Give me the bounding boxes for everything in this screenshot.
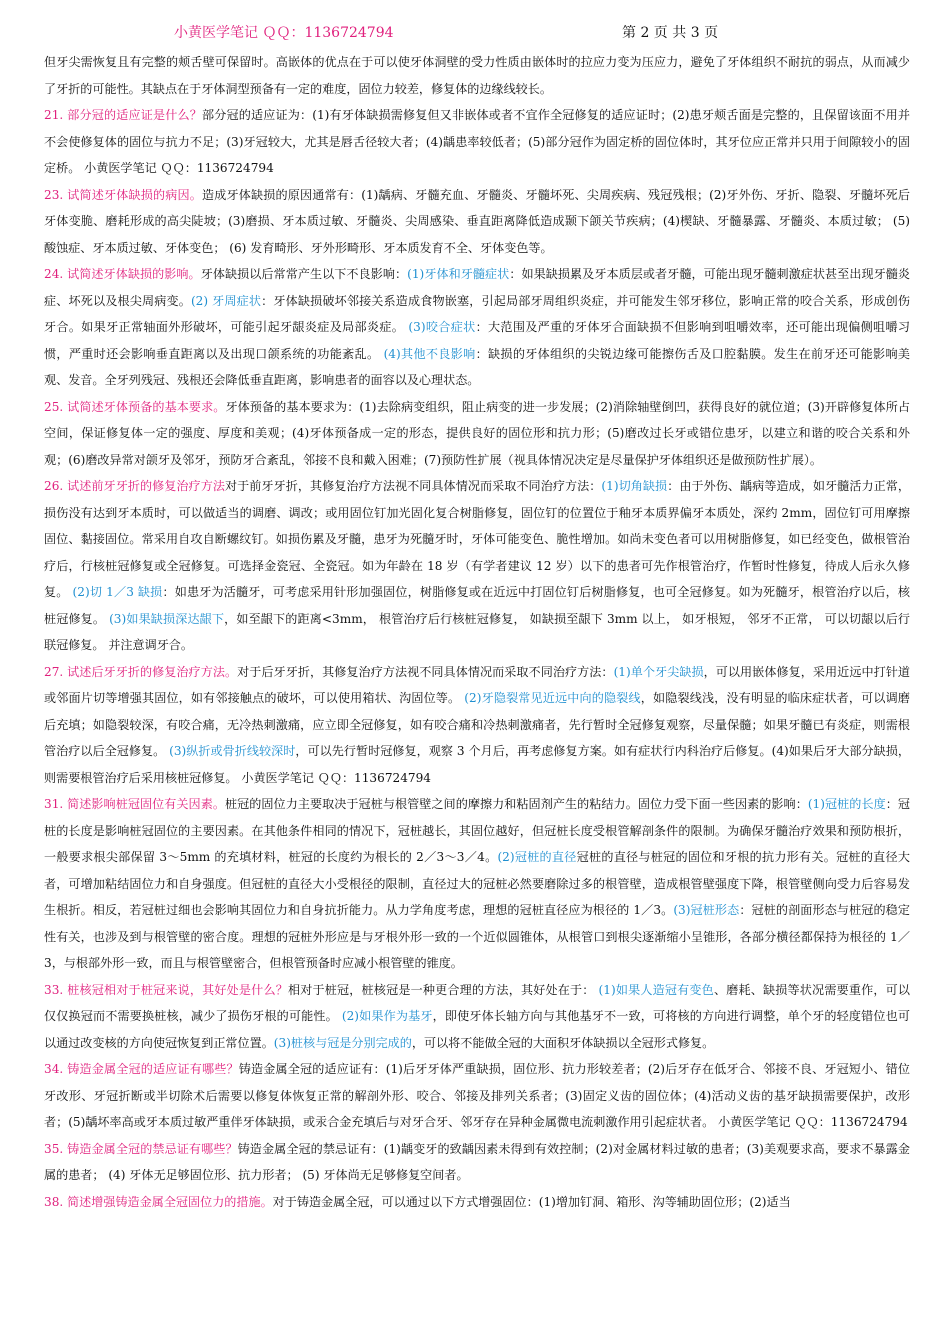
paragraph-text: 小黄医学笔记 ＱＱ：1136724794 bbox=[718, 1115, 908, 1129]
paragraph-text: 铸造金属全冠的禁忌证有：(1)龋变牙的致龋因素未得到有效控制；(2)对金属材料过敏的患者；(3)美观要求高，要求不暴露金属的患者； (4) 牙体无足够固位形、抗力形者； (5) 牙体尚无足够修复空间者。 bbox=[44, 1141, 910, 1182]
question-heading: 35. 铸造金属全冠的禁忌证有哪些？ bbox=[44, 1141, 238, 1156]
paragraph-text: ，如隐裂线浅，没有明显的临床症状者，可以调磨后充填；如隐裂较深，有咬合痛，无冷热刺激痛，应立即全冠修复，如有咬合痛和冷热刺激痛者，先行暂时全冠修复观察，尽量保髓；如果牙髓已有炎症，则需根管治疗以后全冠修复。 bbox=[44, 691, 910, 758]
highlighted-point: (2)冠桩的直径 bbox=[497, 850, 577, 864]
paragraph-text: 、磨耗、缺损等状况需要重作，可以仅仅换冠而不需要换桩核，减少了损伤牙根的可能性。 bbox=[44, 982, 910, 1023]
paragraph-text: ，可以用嵌体修复，采用近远中打针道或邻面片切等增强其固位，如有邻接触点的破坏，可以使用箱状、沟固位等。 bbox=[44, 664, 910, 705]
question-heading: 21. 部分冠的适应证是什么？ bbox=[44, 108, 202, 122]
paragraph bbox=[44, 49, 910, 102]
question-heading: 31. 简述影响桩冠固位有关因素。 bbox=[44, 797, 225, 811]
highlighted-point: (2)牙隐裂常见近远中向的隐裂线 bbox=[464, 691, 641, 705]
highlighted-point: (2)切 1／3 缺损 bbox=[72, 585, 163, 599]
question-heading: 26. 试述前牙牙折的修复治疗方法 bbox=[44, 479, 225, 493]
paragraph-text: ，即使牙体长轴方向与其他基牙不一致，可将核的方向进行调整，单个牙的轻度错位也可以通过改变核的方向使冠恢复到正常位置。 bbox=[44, 1009, 910, 1050]
paragraph bbox=[44, 1056, 910, 1136]
highlighted-point: (1)切角缺损 bbox=[601, 479, 668, 493]
paragraph-text: 小黄医学笔记 ＱＱ：1136724794 bbox=[84, 161, 274, 175]
paragraph bbox=[44, 394, 910, 474]
highlighted-point: (3)如果缺损深达龈下 bbox=[109, 611, 225, 626]
page-number: 第 2 页 共 3 页 bbox=[622, 25, 719, 41]
paragraph-text: 冠桩的直径与桩冠的固位和牙根的抗力形有关。冠桩的直径大者，可增加粘结固位力和自身强度。但冠桩的直径大小受根径的限制，直径过大的冠桩必然要磨除过多的根管壁，造成根管壁强度下降，根管壁侧向受力后容易发生根折。相反，若冠桩过细也会影响其固位力和自身抗折能力。从力学角度考虑，理想的冠桩直径应为根径的 1／3。 bbox=[44, 850, 910, 917]
paragraph-text: ：冠桩的长度是影响桩冠固位的主要因素。在其他条件相同的情况下，冠桩越长，其固位越好，但冠桩长度受根管解剖条件的限制。为确保牙髓治疗效果和预防根折，一般要求根尖部保留 3～5mm 的充填材料，桩冠的长度约为根长的 2／3～3／4。 bbox=[44, 797, 910, 864]
paragraph-text: 部分冠的适应证为：(1)有牙体缺损需修复但又非嵌体或者不宜作全冠修复的适应证时；(2)患牙颊舌面是完整的，且保留该面不用并不会使修复体的固位与抗力不足；(3)牙冠较大，尤其是唇舌径较大者；(4)龋患率较低者；(5)部分冠作为固定桥的固位体时，其牙位应正常并只用于间隙较小的固定桥。 bbox=[44, 108, 910, 175]
highlighted-point: (2) 牙周症状 bbox=[190, 293, 262, 308]
question-heading: 23. 试简述牙体缺损的病因。 bbox=[44, 187, 202, 202]
document-page bbox=[44, 0, 910, 1209]
paragraph bbox=[44, 261, 910, 394]
highlighted-point: (4)其他不良影响 bbox=[383, 346, 476, 361]
highlighted-point: (3)桩核与冠是分别完成的 bbox=[273, 1035, 412, 1050]
highlighted-point: (2)如果作为基牙 bbox=[341, 1009, 433, 1023]
question-heading: 38. 简述增强铸造金属全冠固位力的措施。 bbox=[44, 1194, 273, 1209]
question-heading: 24. 试简述牙体缺损的影响。 bbox=[44, 267, 201, 281]
paragraph bbox=[44, 102, 910, 182]
paragraph-text: ：牙体缺损破坏邻接关系造成食物嵌塞，引起局部牙周组织炎症，并可能发生邻牙移位，影响正常的咬合关系，形成创伤牙合。如果牙正常轴面外形破坏，可能引起牙龈炎症及局部炎症。 bbox=[44, 293, 910, 334]
paragraph bbox=[44, 182, 910, 262]
paragraph-text: ：大范围及严重的牙体牙合面缺损不但影响到咀嚼效率，还可能出现偏侧咀嚼习惯，严重时还会影响垂直距离以及出现口颌系统的功能紊乱。 bbox=[44, 320, 910, 361]
highlighted-point: (1)如果人造冠有变色 bbox=[598, 982, 714, 997]
question-heading: 33. 桩核冠相对于桩冠来说，其好处是什么？ bbox=[44, 982, 288, 997]
paragraph-text: 但牙尖需恢复且有完整的颊舌壁可保留时。高嵌体的优点在于可以使牙体洞壁的受力性质由嵌体时的拉应力变为压应力，避免了牙体组织不耐抗的弱点，从而减少了牙折的可能性。其缺点在于牙体洞型预备有一定的难度，固位力较差，修复体的边缘线较长。 bbox=[44, 55, 910, 96]
paragraph-text: ，如至龈下的距离<3mm， 根管治疗后行核桩冠修复， 如缺损至龈下 3mm 以上， 如牙根短， 邻牙不正常， 可以切龈以后行联冠修复。 并注意调牙合。 bbox=[44, 611, 910, 652]
paragraph-text: 牙体缺损以后常常产生以下不良影响： bbox=[200, 267, 408, 281]
paragraph-text: 对于铸造金属全冠，可以通过以下方式增强固位：(1)增加钉洞、箱形、沟等辅助固位形；(2)适当 bbox=[272, 1194, 791, 1209]
paragraph bbox=[44, 473, 910, 659]
highlighted-point: (3)咬合症状 bbox=[408, 320, 476, 334]
question-heading: 27. 试述后牙牙折的修复治疗方法。 bbox=[44, 664, 238, 679]
question-heading: 25. 试简述牙体预备的基本要求。 bbox=[44, 399, 226, 414]
document-body bbox=[44, 49, 910, 1215]
paragraph-text: 造成牙体缺损的原因通常有：(1)龋病、牙髓充血、牙髓炎、牙髓坏死、尖周疾病、残冠残根；(2)牙外伤、牙折、隐裂、牙髓坏死后牙体变脆、磨耗形成的高尖陡坡；(3)磨损、牙本质过敏、牙髓炎、尖周感染、垂直距离降低造成颞下颌关节疾病；(4)楔缺、牙髓暴露、牙髓炎、本质过敏； (5) 酸蚀症、牙本质过敏、牙体变色； (6) 发育畸形、牙外形畸形、牙本质发育不全、牙体变色等。 bbox=[44, 187, 910, 255]
highlighted-point: (3)冠桩形态 bbox=[673, 903, 740, 917]
paragraph-text: ：如果缺损累及牙本质层或者牙髓，可能出现牙髓刺激症状甚至出现牙髓炎症、坏死以及根尖周病变。 bbox=[44, 267, 910, 308]
paragraph-text: ：缺损的牙体组织的尖锐边缘可能擦伤舌及口腔黏膜。发生在前牙还可能影响美观、发音。全牙列残冠、残根还会降低垂直距离，影响患者的面容以及心理状态。 bbox=[44, 346, 910, 387]
paragraph bbox=[44, 791, 910, 977]
paragraph-text: ：冠桩的剖面形态与桩冠的稳定性有关，也涉及到与根管壁的密合度。理想的冠桩外形应是与牙根外形一致的一个近似圆锥体，从根管口到根尖逐渐缩小呈锥形，各部分横径都保持为根径的 1／3，与根部外形一致，而且与根管壁密合，但根管预备时应减小根管壁的锥度。 bbox=[44, 903, 910, 970]
paragraph-text: ，可以先行暂时冠修复，观察 3 个月后，再考虑修复方案。如有症状行内科治疗后修复。(4)如果后牙大部分缺损，则需要根管治疗后采用核桩冠修复。 bbox=[44, 744, 910, 785]
highlighted-point: (1)单个牙尖缺损 bbox=[613, 664, 704, 679]
paragraph-text: 牙体预备的基本要求为：(1)去除病变组织，阻止病变的进一步发展；(2)消除轴壁倒凹，获得良好的就位道；(3)开辟修复体所占空间，保证修复体一定的强度、厚度和美观；(4)牙体预备成一定的形态，提供良好的固位形和抗力形；(5)磨改过长牙或错位患牙，以建立和谐的咬合关系和外观；(6)磨改异常对颌牙及邻牙，预防牙合紊乱，邻接不良和戴入困难；(7)预防性扩展（视具体情况决定是尽量保护牙体组织还是做预防性扩展）。 bbox=[44, 399, 910, 467]
paragraph-text: 铸造金属全冠的适应证有：(1)后牙牙体严重缺损，固位形、抗力形较差者；(2)后牙存在低牙合、邻接不良、牙冠短小、错位牙改形、牙冠折断或半切除术后需要以修复体恢复正常的解剖外形、咬合、邻接及排列关系者；(3)固定义齿的固位体；(4)活动义齿的基牙缺损需要保护，改形者；(5)龋坏率高或牙本质过敏严重伴牙体缺损，或汞合金充填后与对牙合牙、邻牙存在异种金属微电流刺激作用引起症状者。 bbox=[44, 1062, 910, 1129]
question-heading: 34. 铸造金属全冠的适应证有哪些？ bbox=[44, 1062, 239, 1076]
paragraph-text: ：如患牙为活髓牙，可考虑采用针形加强固位，树脂修复或在近远中打固位钉后树脂修复，也可全冠修复。如为死髓牙，根管治疗以后，核桩冠修复。 bbox=[44, 585, 910, 626]
highlighted-point: (1)冠桩的长度 bbox=[807, 797, 886, 811]
page-header bbox=[44, 0, 910, 40]
paragraph-text: 相对于桩冠，桩核冠是一种更合理的方法，其好处在于： bbox=[287, 982, 599, 997]
paragraph-text: 对于后牙牙折，其修复治疗方法视不同具体情况而采取不同治疗方法： bbox=[237, 664, 614, 679]
paragraph-text: 小黄医学笔记 ＱＱ：1136724794 bbox=[241, 770, 431, 785]
paragraph bbox=[44, 659, 910, 792]
header-watermark: 小黄医学笔记 ＱＱ：1136724794 bbox=[174, 25, 394, 41]
paragraph bbox=[44, 1136, 910, 1189]
paragraph bbox=[44, 1189, 910, 1216]
paragraph-text: 桩冠的固位力主要取决于冠桩与根管壁之间的摩擦力和粘固剂产生的粘结力。固位力受下面一些因素的影响： bbox=[224, 797, 808, 811]
paragraph-text: 对于前牙牙折，其修复治疗方法视不同具体情况而采取不同治疗方法： bbox=[224, 479, 602, 493]
paragraph-text: ：由于外伤、龋病等造成，如牙髓活力正常，损伤没有达到牙本质时，可以做适当的调磨、调改；或用固位钉加光固化复合树脂修复，固位钉的位置位于釉牙本质界偏牙本质处，深约 2mm，固位钉可用摩擦固位、黏接固位。常采用自攻自断螺纹钉。如损伤累及牙髓，患牙为死髓牙时，牙体可能变色、脆性增加。如尚未变色者可以用树脂修复，如已经变色，做根管治疗后，行核桩冠修复或全冠修复。可选择金瓷冠、全瓷冠。如为年龄在 18 岁（有学者建议 12 岁）以下的患者可先作根管治疗，作暂时性修复，待成人后永久修复。 bbox=[44, 479, 910, 599]
highlighted-point: (1)牙体和牙髓症状 bbox=[407, 267, 510, 281]
paragraph bbox=[44, 977, 910, 1057]
paragraph-text: ，可以将不能做全冠的大面积牙体缺损以全冠形式修复。 bbox=[411, 1035, 715, 1050]
highlighted-point: (3)纵折或骨折线较深时 bbox=[169, 744, 296, 758]
